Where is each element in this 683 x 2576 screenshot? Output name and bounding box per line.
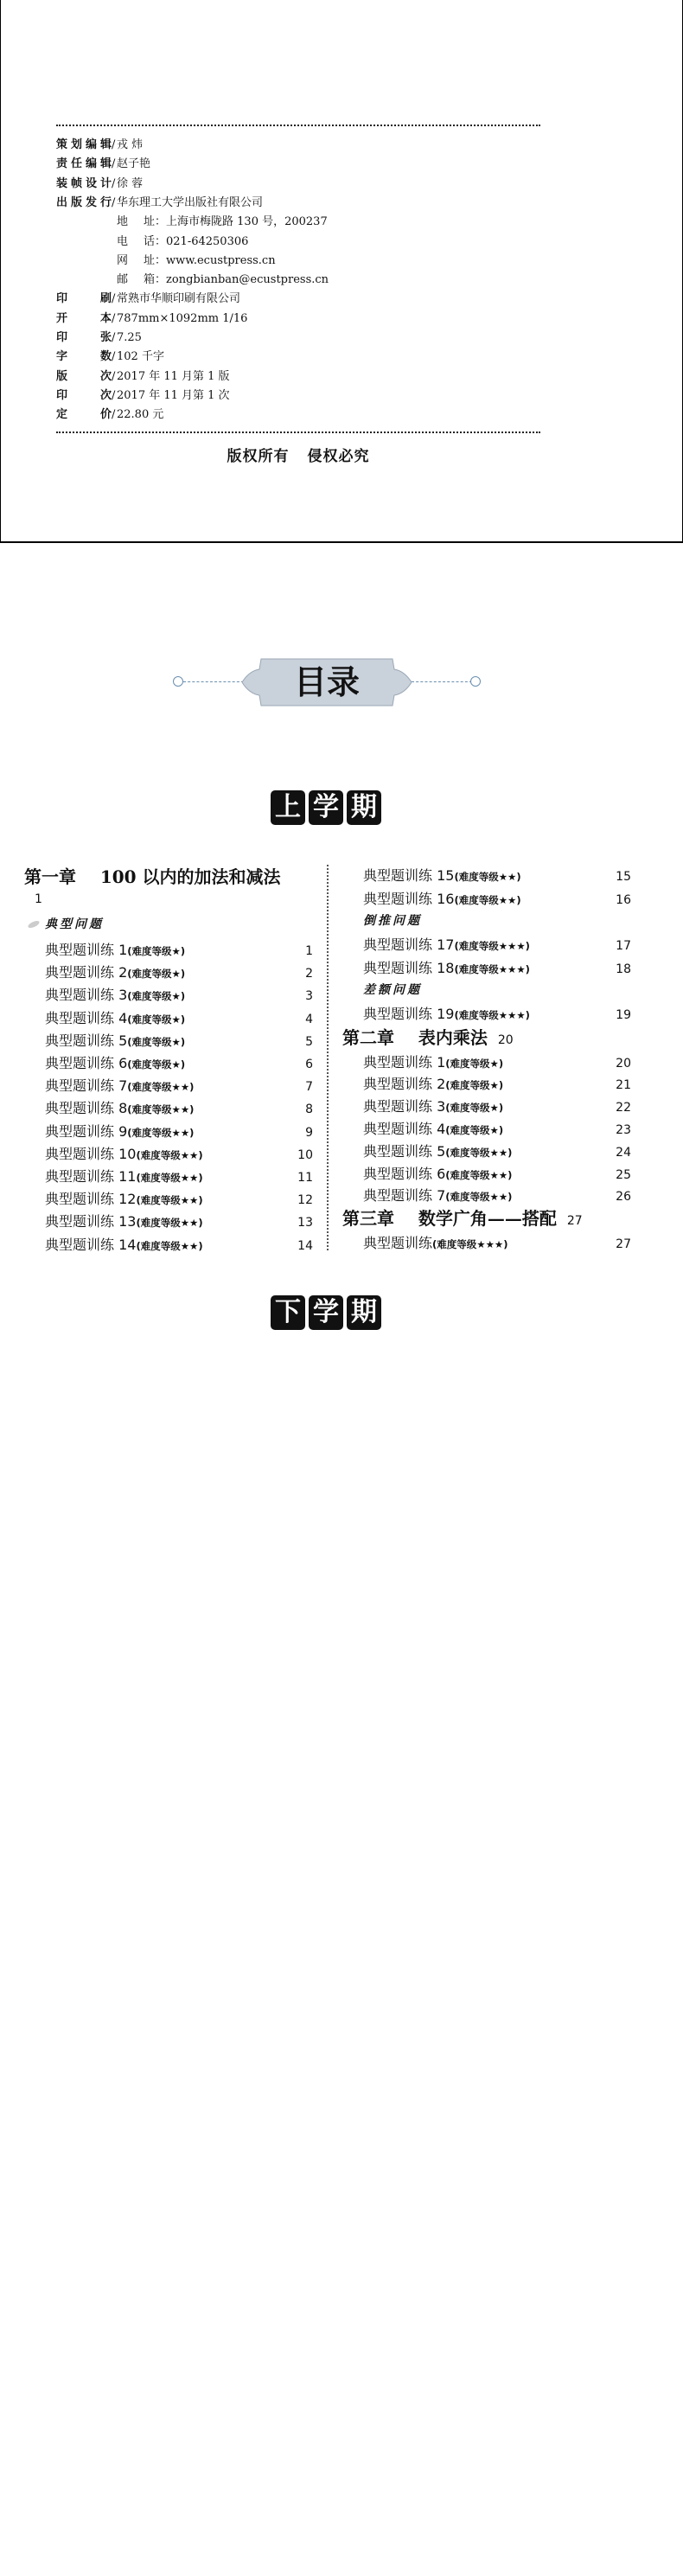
difficulty-label: (难度等级★★) [136,1172,203,1184]
page-number: 4 [305,1012,313,1026]
page-number: 2 [305,967,313,981]
entry-title: 典型题训练 7 [45,1077,128,1095]
copyright-label: 版 次 [56,369,112,383]
copyright-row [56,290,240,309]
contact-row [117,233,248,252]
difficulty-label: (难度等级★★) [445,1168,513,1181]
separator-slash: / [112,157,116,171]
copyright-value: 22.80 元 [117,408,164,422]
contact-value: 021-64250306 [166,234,249,248]
page-number: 15 [616,870,631,884]
copyright-value: 华东理工大学出版社有限公司 [117,195,264,209]
page-number: 6 [305,1058,313,1071]
separator-slash: / [112,292,116,306]
bottom-dotted-rule [56,431,540,433]
entry-title: 典型题训练 5 [363,1142,446,1160]
entry-title: 典型题训练 1 [363,1053,446,1071]
difficulty-label: (难度等级★★★) [454,940,530,952]
term-char: 期 [347,1295,381,1330]
difficulty-label: (难度等级★) [127,1035,186,1048]
difficulty-label: (难度等级★★) [136,1194,203,1207]
copyright-label: 出版发行 [56,195,112,209]
copyright-row [56,387,230,406]
separator-slash: / [112,350,116,364]
difficulty-label: (难度等级★★) [445,1146,513,1159]
copyright-value: 赵子艳 [117,157,151,171]
difficulty-label: (难度等级★) [445,1102,504,1115]
entry-title: 典型题训练 8 [45,1100,128,1117]
page-number: 19 [616,1008,631,1022]
page-number: 20 [616,1056,631,1071]
entry-title: 典型题训练 5 [45,1032,128,1049]
difficulty-label: (难度等级★★) [136,1217,203,1230]
page-number: 3 [305,989,313,1004]
contact-label: 电 话 [117,234,155,248]
contact-value: www.ecustpress.cn [166,253,276,267]
page-number: 12 [297,1193,313,1208]
difficulty-label: (难度等级★★) [454,871,521,883]
contact-value: zongbianban@ecustpress.cn [166,273,329,287]
entry-title: 典型题训练 6 [363,1165,446,1182]
separator-slash: / [112,408,116,422]
copyright-value: 徐 蓉 [117,176,144,190]
copyright-label: 策划编辑 [56,138,112,151]
entry-title: 典型题训练 18 [363,959,455,976]
page-number: 10 [297,1147,313,1162]
copyright-value: 常熟市华顺印刷有限公司 [117,292,241,306]
copyright-label: 装帧设计 [56,176,112,190]
contact-row [117,213,328,232]
copyright-row [56,329,142,348]
entry-title: 典型题训练 [363,1235,433,1252]
page-number: 5 [305,1034,313,1049]
difficulty-label: (难度等级★★) [454,893,521,906]
difficulty-label: (难度等级★) [445,1057,504,1070]
entry-title: 典型题训练 10 [45,1145,137,1162]
entry-title: 典型题训练 6 [45,1055,128,1071]
page-number: 14 [297,1238,313,1253]
entry-title: 典型题训练 12 [45,1191,137,1208]
difficulty-label: (难度等级★) [127,1013,186,1026]
separator-slash: / [112,311,116,325]
entry-title: 典型题训练 15 [363,867,455,884]
copyright-notice: 版权所有 侵权必究 [227,448,370,465]
left-ornament-dot [173,676,183,687]
copyright-value: 102 千字 [117,350,164,364]
contact-label: 网 址 [117,253,155,267]
entry-title: 典型题训练 2 [45,964,128,981]
difficulty-label: (难度等级★) [445,1079,504,1092]
page-number: 1 [305,944,313,958]
page-number: 22 [616,1101,631,1115]
contact-row [117,271,329,290]
difficulty-label: (难度等级★★) [127,1103,195,1116]
copyright-row [56,175,143,194]
toc-title-banner [173,657,481,707]
page-number: 17 [616,939,631,953]
term-char: 学 [309,790,343,825]
page-number: 25 [616,1167,631,1182]
difficulty-label: (难度等级★★) [127,1081,195,1094]
page-number: 24 [616,1145,631,1160]
copyright-page [0,0,683,543]
column-divider [327,865,329,1250]
copyright-value: 787mm×1092mm 1/16 [117,311,248,325]
entry-title: 典型题训练 11 [45,1168,137,1185]
entry-title: 典型题训练 14 [45,1236,137,1253]
chapter-title: 第三章 数学广角——搭配 [342,1208,557,1230]
entry-title: 典型题训练 3 [45,987,128,1004]
difficulty-label: (难度等级★) [127,968,186,981]
copyright-value: 戎 炜 [117,138,144,151]
page-number: 21 [616,1078,631,1093]
page-number: 8 [305,1103,313,1117]
separator-slash: / [112,369,116,383]
entry-title: 典型题训练 9 [45,1122,128,1140]
entry-title: 典型题训练 4 [363,1120,446,1137]
top-dotted-rule [56,125,540,126]
contact-label: 邮 箱 [117,273,155,287]
separator-slash: / [112,138,116,151]
colon: ： [155,253,167,267]
chapter-title: 第二章 表内乘法 [342,1026,488,1048]
toc-title: 目录 [293,663,360,701]
copyright-row [56,155,150,174]
right-ornament-line [412,681,472,682]
difficulty-label: (难度等级★★) [136,1148,203,1161]
copyright-value: 2017 年 11 月第 1 次 [117,388,230,402]
page-number: 27 [616,1237,631,1252]
colon: ： [155,215,167,229]
copyright-label: 定 价 [56,408,112,422]
difficulty-label: (难度等级★) [127,1058,186,1071]
difficulty-label: (难度等级★) [127,990,186,1003]
toc-entry[interactable] [45,1234,313,2576]
page-number: 11 [297,1171,313,1185]
entry-title: 典型题训练 19 [363,1006,455,1022]
copyright-row [56,194,263,213]
copyright-row [56,310,247,329]
toc-entry[interactable] [363,1232,631,2574]
copyright-row [56,136,143,155]
entry-title: 典型题训练 3 [363,1098,446,1115]
copyright-row [56,348,164,367]
difficulty-label: (难度等级★) [127,945,186,957]
section-heading: 差额问题 [363,983,422,997]
section-heading: 倒推问题 [363,914,422,928]
term-char: 下 [271,1295,305,1330]
copyright-label: 印 刷 [56,292,112,306]
separator-slash: / [112,331,116,344]
contact-row [117,252,276,271]
difficulty-label: (难度等级★★) [445,1191,513,1204]
chapter-title: 第一章 100 以内的加法和减法 [24,866,281,887]
page-number: 9 [305,1125,313,1140]
contact-value: 上海市梅陇路 130 号，200237 [166,215,328,229]
copyright-label: 开 本 [56,311,112,325]
entry-title: 典型题训练 7 [363,1187,446,1205]
page-number: 1 [35,892,42,906]
copyright-row [56,406,163,425]
entry-title: 典型题训练 2 [363,1076,446,1093]
copyright-label: 印 次 [56,388,112,402]
page-number: 7 [305,1080,313,1095]
right-ornament-dot [470,676,481,687]
page-number: 27 [566,1214,583,1229]
page-number: 23 [616,1122,631,1137]
entry-title: 典型题训练 4 [45,1009,128,1026]
section-heading: 典型问题 [45,917,104,931]
separator-slash: / [112,195,116,209]
term-char: 期 [347,790,381,825]
term-char: 学 [309,1295,343,1330]
copyright-value: 7.25 [117,331,142,344]
difficulty-label: (难度等级★) [445,1123,504,1136]
separator-slash: / [112,388,116,402]
entry-title: 典型题训练 1 [45,942,128,958]
entry-title: 典型题训练 13 [45,1213,137,1230]
page-number: 13 [297,1216,313,1230]
difficulty-label: (难度等级★★★) [454,1009,530,1021]
copyright-label: 字 数 [56,350,112,364]
copyright-label: 印 张 [56,331,112,344]
colon: ： [155,234,167,248]
page-number: 16 [616,892,631,907]
copyright-value: 2017 年 11 月第 1 版 [117,369,230,383]
entry-title: 典型题训练 16 [363,890,455,907]
difficulty-label: (难度等级★★★) [432,1238,508,1251]
difficulty-label: (难度等级★★★) [454,962,530,975]
contact-label: 地 址 [117,215,155,229]
separator-slash: / [112,176,116,190]
copyright-label: 责任编辑 [56,157,112,171]
difficulty-label: (难度等级★★) [136,1239,203,1252]
chapter-heading[interactable] [24,863,318,888]
difficulty-label: (难度等级★★) [127,1126,195,1139]
term-heading-first-semester [271,790,381,825]
left-ornament-line [183,681,244,682]
term-char: 上 [271,790,305,825]
page-number: 20 [497,1032,514,1047]
entry-title: 典型题训练 17 [363,936,455,953]
page-number: 18 [616,962,631,976]
page-number: 26 [616,1190,631,1205]
colon: ： [155,273,167,287]
copyright-row [56,368,230,387]
